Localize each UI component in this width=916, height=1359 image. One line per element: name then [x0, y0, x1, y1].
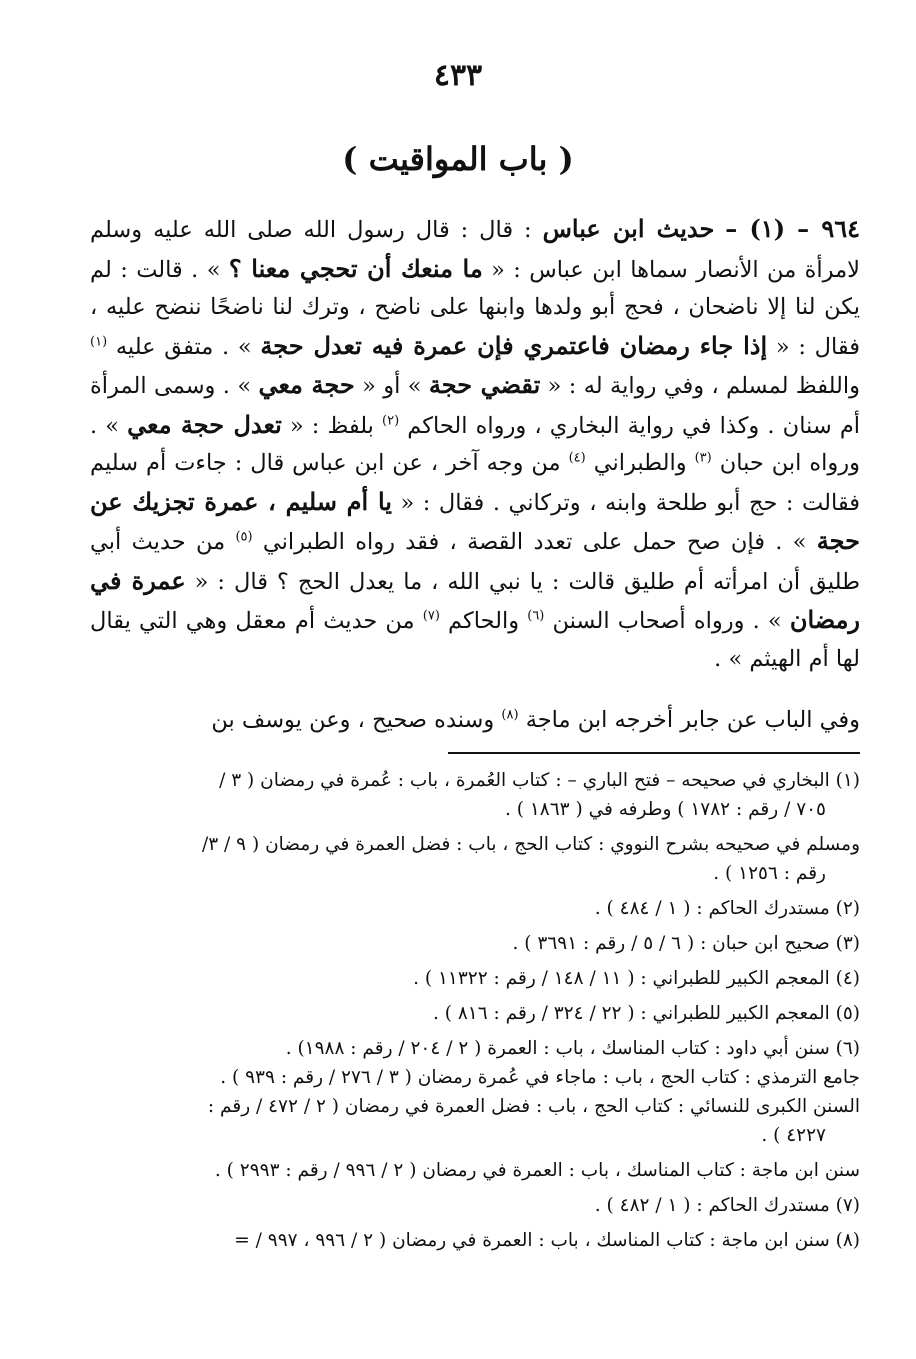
text-segment: » . ورواه أصحاب السنن: [544, 608, 790, 634]
text-segment: » . وسمى المرأة أم سنان . وكذا في رواية البخاري ، ورواه الحاكم: [90, 373, 861, 439]
hadith-quote: حجة معي: [258, 370, 355, 399]
footnote-ref: (٦): [527, 608, 545, 624]
footnote-line: رقم : ١٢٥٦ ) .: [713, 863, 826, 884]
bab-paragraph: [90, 702, 860, 740]
text-segment: من حديث أم معقل وهي التي يقال لها أم الهيثم » .: [90, 608, 860, 672]
footnote-line: ومسلم في صحيحه بشرح النووي : كتاب الحج ، باب : فضل العمرة في رمضان ( ٩ / ٣/: [202, 834, 860, 855]
footnote-ref: (٨): [501, 707, 519, 723]
footnote-line: (٤) المعجم الكبير للطبراني : ( ١١ / ١٤٨ / رقم : ١١٣٢٢ ) .: [413, 968, 860, 989]
hadith-quote: عمرة في رمضان: [90, 565, 861, 634]
footnote-ref: (٣): [694, 450, 712, 466]
text-segment: من حديث أبي طليق أن امرأته أم طليق قالت : يا نبي الله ، ما يعدل الحج ؟ قال : «: [90, 529, 861, 595]
footnote-line: (٦) سنن أبي داود : كتاب المناسك ، باب : العمرة ( ٢ / ٢٠٤ / رقم : ١٩٨٨) .: [285, 1038, 860, 1059]
text-segment: » أو «: [354, 373, 429, 399]
text-segment: والطبراني: [585, 450, 695, 476]
footnote-line: (٣) صحيح ابن حبان : ( ٦ / ٥ / رقم : ٣٦٩١ ) .: [512, 933, 860, 954]
text-segment: وفي الباب عن جابر أخرجه ابن ماجة: [518, 707, 860, 733]
page-number: ٤٣٣: [433, 58, 483, 93]
hadith-source: حديث ابن عباس: [542, 214, 715, 243]
chapter-title: ( باب المواقيت ): [342, 140, 574, 178]
hadith-quote: تعدل حجة معي: [127, 409, 282, 439]
footnote-line: (٧) مستدرك الحاكم : ( ١ / ٤٨٢ ) .: [594, 1195, 860, 1216]
text-segment: من وجه آخر ، عن ابن عباس قال : جاءت أم سليم فقالت : حج أبو طلحة وابنه ، وتركاني . فقال : «: [90, 450, 860, 516]
text-segment: » . ورواه ابن حبان: [90, 412, 860, 476]
footnotes: [90, 766, 860, 1255]
hadith-paragraph: [90, 210, 860, 678]
footnote-line: سنن ابن ماجة : كتاب المناسك ، باب : العمرة في رمضان ( ٢ / ٩٩٦ / رقم : ٢٩٩٣ ) .: [214, 1160, 860, 1181]
footnote-ref: (٢): [382, 413, 400, 428]
footnote-line: ٧٠٥ / رقم : ١٧٨٢ ) وطرفه في ( ١٨٦٣ ) .: [505, 799, 826, 820]
text-segment: » . قالت : لم يكن لنا إلا ناضحان ، فحج أبو ولدها وابنها على ناضح ، وترك لنا ناضحًا ننضح عليه ، فقال : «: [90, 256, 860, 360]
hadith-quote: تقضي حجة: [428, 370, 541, 399]
text-segment: » . متفق عليه: [107, 333, 261, 360]
text-segment: : قال : قال رسول الله صلى الله عليه وسلم لامرأة من الأنصار سماها ابن عباس : «: [90, 217, 860, 283]
hadith-number: ٩٦٤ – (١) –: [725, 214, 860, 243]
footnote-line: ٤٢٢٧ ) .: [761, 1125, 826, 1146]
footnote-ref: (٧): [422, 608, 440, 624]
footnote-ref: (٥): [235, 529, 253, 545]
footnote-ref: (١): [90, 334, 108, 349]
footnote-line: (٢) مستدرك الحاكم : ( ١ / ٤٨٤ ) .: [594, 898, 860, 919]
footnote-line: (١) البخاري في صحيحه – فتح الباري – : كتاب العُمرة ، باب : عُمرة في رمضان ( ٣ /: [219, 770, 860, 791]
hadith-quote: ما منعك أن تحجي معنا ؟: [228, 253, 483, 283]
footnote-ref: (٤): [568, 450, 586, 466]
text-segment: وسنده صحيح ، وعن يوسف بن: [211, 707, 502, 733]
text-segment: » . فإن صح حمل على تعدد القصة ، فقد رواه الطبراني: [252, 529, 817, 555]
footnote-line: (٥) المعجم الكبير للطبراني : ( ٢٢ / ٣٢٤ / رقم : ٨١٦ ) .: [433, 1003, 860, 1024]
footnote-line: جامع الترمذي : كتاب الحج ، باب : ماجاء في عُمرة رمضان ( ٣ / ٢٧٦ / رقم : ٩٣٩ ) .: [220, 1067, 860, 1088]
text-segment: والحاكم: [439, 608, 528, 634]
footnote-line: (٨) سنن ابن ماجة : كتاب المناسك ، باب : العمرة في رمضان ( ٢ / ٩٩٦ ، ٩٩٧ / =: [234, 1230, 860, 1251]
text-segment: واللفظ لمسلم ، وفي رواية له : «: [540, 373, 860, 399]
hadith-quote: يا أم سليم ، عمرة تجزيك عن حجة: [90, 486, 860, 555]
text-segment: بلفظ : «: [281, 412, 383, 439]
hadith-quote: إذا جاء رمضان فاعتمري فإن عمرة فيه تعدل حجة: [260, 330, 768, 360]
footnote-divider: [448, 752, 860, 754]
footnote-line: السنن الكبرى للنسائي : كتاب الحج ، باب : فضل العمرة في رمضان ( ٢ / ٤٧٢ / رقم :: [207, 1096, 860, 1117]
